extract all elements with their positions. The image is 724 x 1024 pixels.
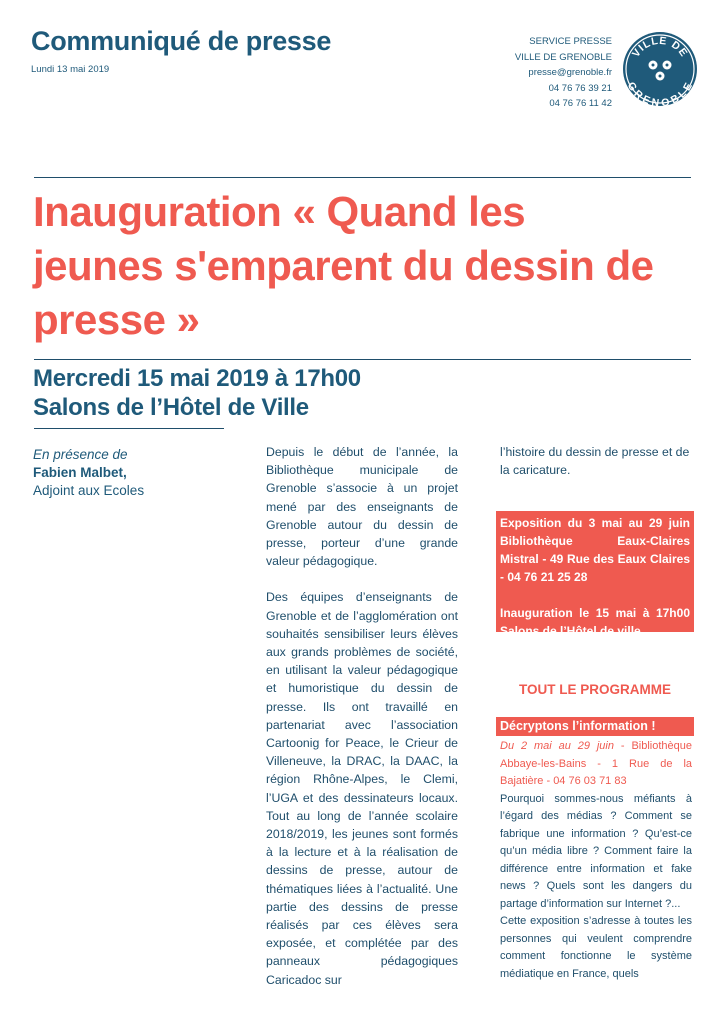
event-desc: Pourquoi sommes-nous méfiants à l’égard des médias ? Comment se fabrique une information ? Qu’est-ce qu’un média libre ? Comment faire la différence entre information et fake news ? Quels sont les dangers du partage d’information sur Internet ?... (500, 792, 692, 910)
event-datetime-place (33, 364, 361, 422)
body-continued: l’histoire du dessin de presse et de la caricature. (500, 445, 690, 478)
ville-de-grenoble-logo (623, 32, 697, 106)
presence-name: Fabien Malbet, (33, 465, 127, 480)
event-place: - Bibliothèque Abbaye-les-Bains - 1 Rue de la Bajatière - 04 76 03 71 83 (500, 740, 693, 787)
divider-middle (34, 359, 691, 360)
body-paragraph: Des équipes d’enseignants de Grenoble et de l’agglomération ont souhaités sensibiliser leurs élèves aux grands problèmes de société, en utilisant la valeur pédagogique et humoristique du dessin de presse. Ils ont travaillé en partenariat avec l’association Cartoonig for Peace, le Crieur de Villeneuve, la DRAC, la DAAC, la région Rhône-Alpes, le Clemi, l’UGA et des dessinateurs locaux. Tout au long de l’année scolaire 2018/2019, les jeunes sont formés à la lecture et à la réalisation de dessins de presse, autour de thématiques liées à l’actualité. Une partie des dessins de presse réalisés par ces élèves sera exposée, et complétée par des panneaux pédagogiques Caricadoc sur (266, 590, 458, 987)
divider-short (34, 428, 224, 429)
presence-role: Adjoint aux Ecoles (33, 483, 145, 498)
service-line: SERVICE PRESSE (529, 36, 612, 47)
divider-top (34, 177, 691, 178)
headline-line: presse » (33, 296, 200, 343)
roses-icon (649, 61, 672, 81)
programme-title: TOUT LE PROGRAMME (518, 682, 671, 697)
event-place: Salons de l’Hôtel de Ville (33, 394, 309, 421)
event-dates: Du 2 mai au 29 juin (500, 740, 614, 752)
inauguration-details: Inauguration le 15 mai à 17h00 Salons de l’Hôtel de ville (500, 606, 690, 638)
svg-text:VILLE DE (630, 35, 690, 60)
document-date: Lundi 13 mai 2019 (31, 64, 110, 75)
body-column (266, 443, 458, 1007)
headline-line: jeunes s'emparent du dessin de (33, 242, 654, 289)
document-title: Communiqué de presse (31, 26, 332, 56)
service-email[interactable]: presse@grenoble.fr (528, 67, 612, 78)
svg-text:GRENOBLE (625, 80, 696, 106)
presence-block (33, 446, 233, 500)
presence-intro: En présence de (33, 447, 128, 462)
exhibition-box (496, 511, 694, 638)
event-title-banner: Décryptons l’information ! (496, 717, 694, 736)
service-line: VILLE DE GRENOBLE (514, 51, 612, 63)
event-datetime: Mercredi 15 mai 2019 à 17h00 (33, 365, 361, 392)
service-phone: 04 76 76 11 42 (549, 98, 612, 109)
headline (33, 185, 713, 347)
headline-line: Inauguration « Quand les (33, 188, 526, 235)
logo-text-top: VILLE DE (629, 34, 691, 60)
press-service-contact (452, 34, 612, 112)
logo-emblem (623, 32, 697, 106)
logo-text-bottom: GRENOBLE (624, 80, 696, 106)
event-desc: Cette exposition s’adresse à toutes les personnes qui veulent comprendre comment fonctionne le système médiatique en France, quels (500, 915, 692, 980)
event-location (500, 738, 692, 791)
service-phone: 04 76 76 39 21 (548, 82, 612, 94)
event-description (500, 738, 692, 983)
body-paragraph: Depuis le début de l’année, la Bibliothèque municipale de Grenoble s’associe à un projet mené par des enseignants de Grenoble autour du dessin de presse, porteur d’une grande valeur pédagogique. (266, 445, 458, 569)
exhibition-details: Exposition du 3 mai au 29 juin Bibliothèque Eaux-Claires Mistral - 49 Rue des Eaux Claires - 04 76 21 25 28 (500, 516, 690, 584)
